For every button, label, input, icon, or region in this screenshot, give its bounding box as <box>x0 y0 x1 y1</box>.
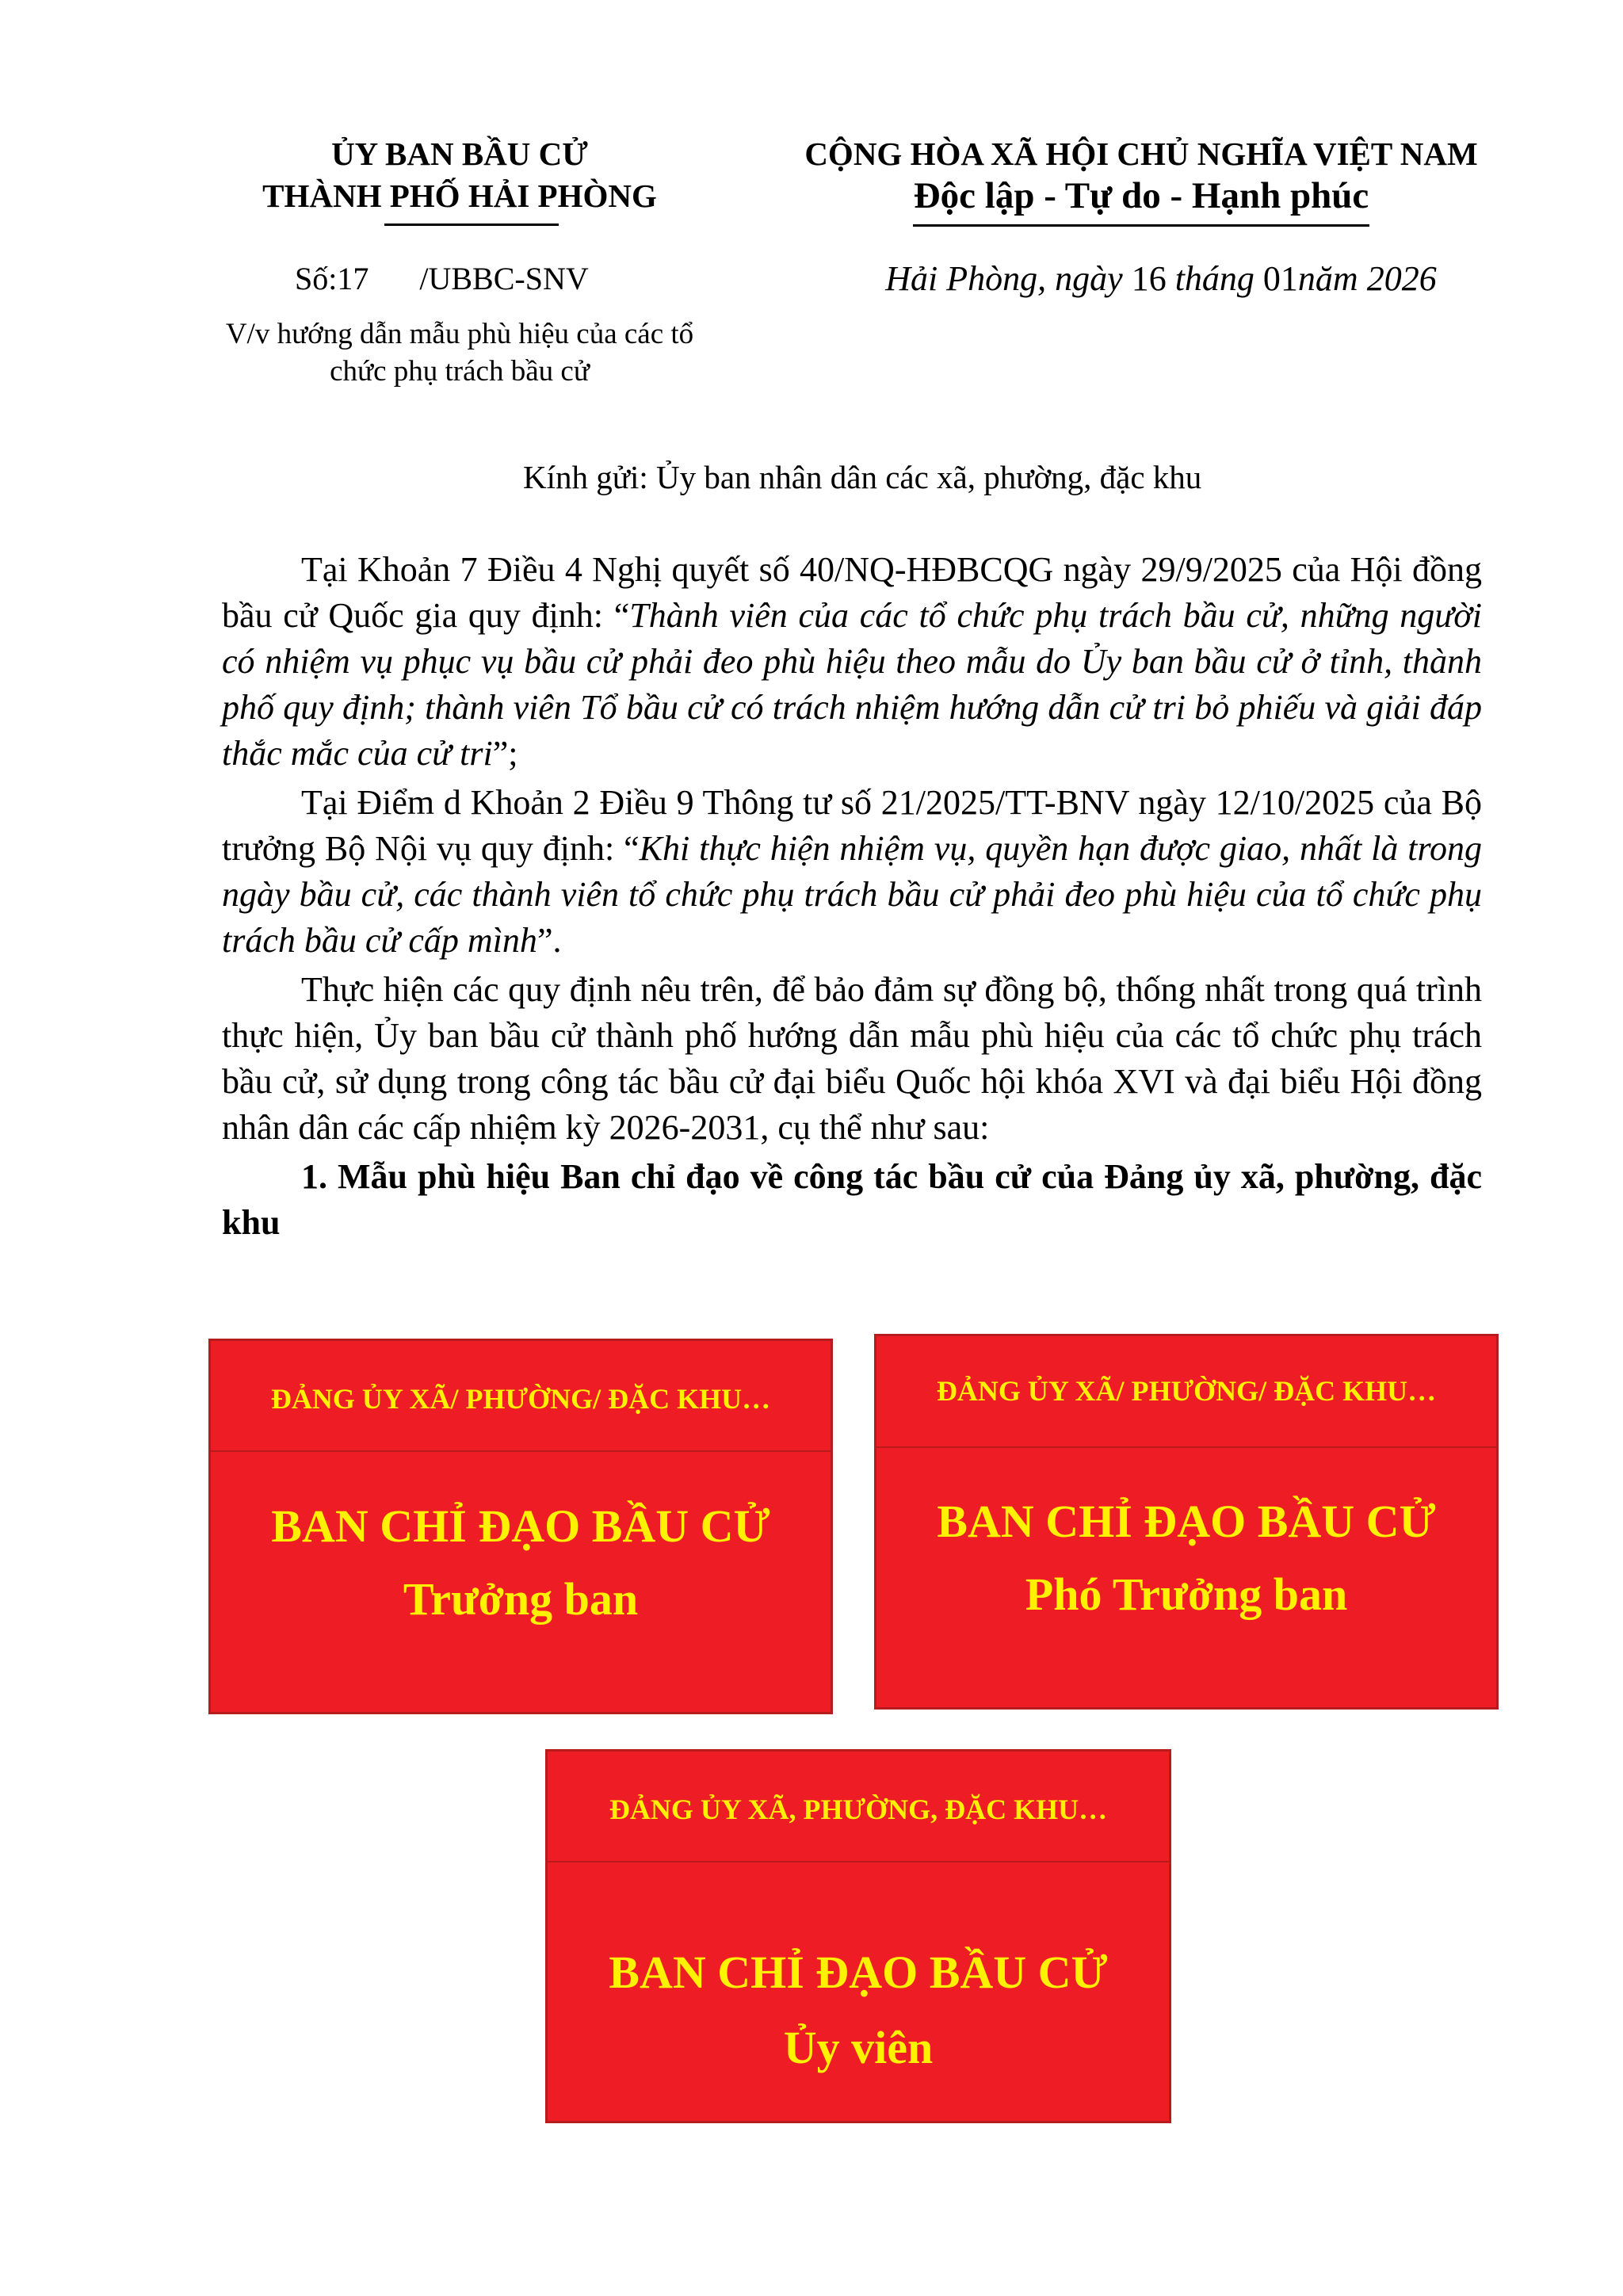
place-date-part2: tháng <box>1174 259 1254 298</box>
place-date-part3: năm 2026 <box>1297 259 1437 298</box>
badge-role: Phó Trưởng ban <box>1025 1568 1348 1620</box>
badge-org-label: ĐẢNG ỦY XÃ/ PHƯỜNG/ ĐẶC KHU… <box>270 1383 771 1415</box>
document-number <box>295 260 589 297</box>
subject-line2: chức phụ trách bầu cử <box>330 355 590 388</box>
section-1-heading: 1. Mẫu phù hiệu Ban chỉ đạo về công tác bầu cử của Đảng ủy xã, phường, đặc khu <box>222 1157 1482 1242</box>
recipient: Kính gửi: Ủy ban nhân dân các xã, phường, đặc khu <box>523 459 1202 495</box>
paragraph-1 <box>222 547 1482 777</box>
subject-line1: V/v hướng dẫn mẫu phù hiệu của các tổ <box>225 318 694 350</box>
badge-pho-truong-ban <box>874 1334 1499 1710</box>
doc-number-suffix: /UBBC-SNV <box>419 261 589 296</box>
place-date-part1: Hải Phòng, ngày <box>885 259 1123 298</box>
badge-truong-ban <box>208 1339 833 1714</box>
badge-role: Ủy viên <box>783 2022 934 2073</box>
badge-uy-vien <box>545 1749 1171 2123</box>
paragraph-2-end: ”. <box>537 921 562 960</box>
doc-number-prefix: Số: <box>295 261 338 296</box>
paragraph-2-quote: Khi thực hiện nhiệm vụ, quyền hạn được giao, nhất là trong ngày bầu cử, các thành viên tổ chức phụ trách bầu cử phải đeo phù hiệu của tổ chức phụ trách bầu cử cấp mình <box>222 829 1482 960</box>
agency-name-line1: ỦY BAN BẦU CỬ <box>331 136 588 172</box>
badge-role: Trưởng ban <box>403 1573 639 1625</box>
place-date <box>824 258 1498 299</box>
badge-title: BAN CHỈ ĐẠO BẦU CỬ <box>609 1946 1108 1998</box>
issuing-agency <box>190 133 729 217</box>
badge-divider <box>876 1446 1496 1448</box>
paragraph-2-intro: Tại Điểm d Khoản 2 Điều 9 Thông tư số 21/2025/TT-BNV ngày 12/10/2025 của Bộ trưởng Bộ Nội vụ quy định: “ <box>222 783 1482 868</box>
badge-org-label: ĐẢNG ỦY XÃ, PHƯỜNG, ĐẶC KHU… <box>609 1794 1108 1825</box>
motto-underline <box>913 224 1369 227</box>
place-date-day: 16 <box>1131 259 1167 298</box>
paragraph-1-end: ”; <box>492 734 518 773</box>
badge-org-label: ĐẢNG ỦY XÃ/ PHƯỜNG/ ĐẶC KHU… <box>936 1375 1437 1407</box>
national-title <box>761 133 1522 217</box>
agency-underline <box>384 223 559 226</box>
paragraph-3: Thực hiện các quy định nêu trên, để bảo đảm sự đồng bộ, thống nhất trong quá trình thực hiện, Ủy ban bầu cử thành phố hướng dẫn mẫu phù hiệu của các tổ chức phụ trách bầu cử, sử dụng trong công tác bầu cử đại biểu Quốc hội khóa XVI và đại biểu Hội đồng nhân dân các cấp nhiệm kỳ 2026-2031, cụ thể như sau: <box>222 970 1482 1147</box>
agency-name-line2: THÀNH PHỐ HẢI PHÒNG <box>262 178 657 214</box>
document-body <box>222 547 1482 1249</box>
paragraph-1-quote: Thành viên của các tổ chức phụ trách bầu cử, những người có nhiệm vụ phục vụ bầu cử phải đeo phù hiệu theo mẫu do Ủy ban bầu cử ở tỉnh, thành phố quy định; thành viên Tổ bầu cử có trách nhiệm hướng dẫn cử tri bỏ phiếu và giải đáp thắc mắc của cử tri <box>222 596 1482 773</box>
badge-title: BAN CHỈ ĐẠO BẦU CỬ <box>937 1496 1436 1547</box>
paragraph-1-intro: Tại Khoản 7 Điều 4 Nghị quyết số 40/NQ-HĐBCQG ngày 29/9/2025 của Hội đồng bầu cử Quốc gia quy định: “ <box>222 550 1482 635</box>
badge-divider <box>211 1450 831 1452</box>
paragraph-2 <box>222 780 1482 964</box>
place-date-month: 01 <box>1262 259 1298 298</box>
national-name: CỘNG HÒA XÃ HỘI CHỦ NGHĨA VIỆT NAM <box>804 136 1478 172</box>
badge-title: BAN CHỈ ĐẠO BẦU CỬ <box>271 1500 770 1552</box>
document-subject <box>190 315 729 390</box>
doc-number-value: 17 <box>337 261 369 296</box>
badge-divider <box>548 1861 1169 1862</box>
national-motto: Độc lập - Tự do - Hạnh phúc <box>913 175 1369 216</box>
